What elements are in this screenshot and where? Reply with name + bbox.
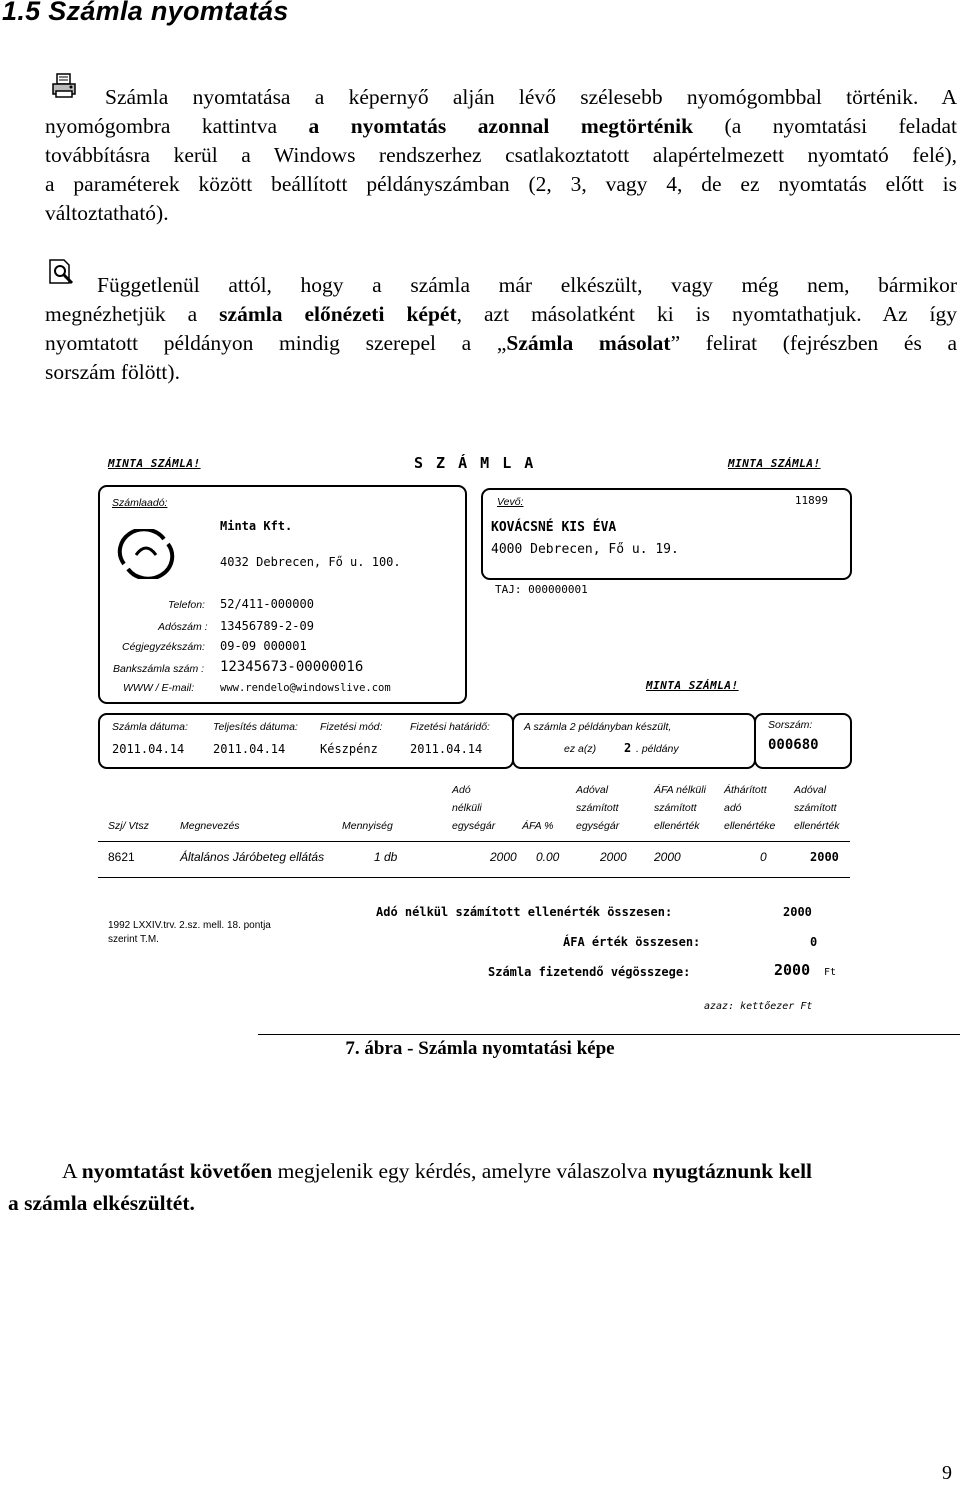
text: (a nyomtatási feladat bbox=[693, 114, 957, 138]
para1-line2 bbox=[45, 112, 957, 141]
para1-line1: Számla nyomtatása a képernyő alján lévő szélesebb nyomógombbal történik. A bbox=[105, 85, 957, 109]
table-cell: 1 db bbox=[374, 850, 398, 864]
column-header: ÁFA nélküli számított ellenérték bbox=[654, 784, 706, 832]
table-cell: 2000 bbox=[600, 850, 627, 864]
copies-a: ez a(z) bbox=[564, 743, 597, 755]
column-header: Adóval számított ellenérték bbox=[794, 784, 840, 832]
total-in-words: azaz: kettőezer Ft bbox=[704, 1001, 813, 1012]
column-header: Megnevezés bbox=[180, 820, 240, 832]
due-date-value: 2011.04.14 bbox=[410, 742, 483, 756]
vat-total-label: ÁFA érték összesen: bbox=[563, 935, 701, 949]
seller-name: Minta Kft. bbox=[220, 519, 293, 533]
copies-text: A számla 2 példányban készült, bbox=[524, 721, 672, 733]
copies-number: 2 bbox=[624, 741, 632, 755]
serial-box bbox=[754, 713, 852, 769]
row-divider bbox=[98, 877, 850, 878]
table-cell: 2000 bbox=[810, 850, 839, 864]
tax-label: Adószám : bbox=[158, 621, 208, 633]
seller-box bbox=[98, 485, 467, 704]
sample-mark-left: MINTA SZÁMLA! bbox=[108, 457, 201, 470]
buyer-name: KOVÁCSNÉ KIS ÉVA bbox=[491, 520, 617, 535]
para2-line1: Függetlenül attól, hogy a számla már elkészült, vagy még nem, bármikor bbox=[97, 273, 957, 297]
bank-value: 12345673-00000016 bbox=[220, 659, 364, 675]
law-reference: 1992 LXXIV.trv. 2.sz. mell. 18. pontja szerint T.M. bbox=[108, 920, 271, 945]
net-total-value: 2000 bbox=[783, 905, 812, 919]
paragraph-print bbox=[45, 83, 957, 228]
copies-box bbox=[512, 713, 756, 769]
text: megjelenik egy kérdés, amelyre válaszolva bbox=[272, 1159, 653, 1183]
bank-label: Bankszámla szám : bbox=[113, 663, 205, 675]
seller-address: 4032 Debrecen, Fő u. 100. bbox=[220, 555, 401, 569]
company-logo-icon bbox=[114, 529, 178, 579]
column-header: Adó nélküli egységár bbox=[452, 784, 496, 832]
phone-value: 52/411-000000 bbox=[220, 597, 314, 611]
web-value: www.rendelo@windowslive.com bbox=[220, 682, 391, 694]
page-number: 9 bbox=[942, 1462, 952, 1484]
para2-line2 bbox=[45, 300, 957, 329]
bold-text: Számla másolat bbox=[506, 331, 671, 355]
para1-line3: továbbításra kerül a Windows rendszerhez csatlakoztatott alapértelmezett nyomtató felé), bbox=[45, 143, 957, 167]
figure-caption: 7. ábra - Számla nyomtatási képe bbox=[345, 1038, 615, 1059]
table-cell: Általános Járóbeteg ellátás bbox=[180, 850, 325, 864]
text: nyomógombra kattintva bbox=[45, 114, 309, 138]
buyer-code: 11899 bbox=[794, 494, 828, 507]
reg-label: Cégjegyzékszám: bbox=[122, 641, 205, 653]
bold-text: számla előnézeti képét bbox=[219, 302, 457, 326]
caption-rule bbox=[258, 1034, 960, 1035]
header-divider bbox=[98, 841, 850, 842]
payment-method-value: Készpénz bbox=[320, 742, 378, 756]
due-date-label: Fizetési határidő: bbox=[410, 721, 490, 733]
bold-text: nyugtáznunk kell bbox=[652, 1159, 813, 1183]
serial-number: 000680 bbox=[768, 737, 819, 753]
tax-value: 13456789-2-09 bbox=[220, 619, 314, 633]
sample-mark-middle: MINTA SZÁMLA! bbox=[646, 679, 739, 692]
buyer-box bbox=[481, 488, 852, 580]
table-cell: 8621 bbox=[108, 850, 135, 864]
net-total-label: Adó nélkül számított ellenérték összesen: bbox=[376, 905, 673, 919]
column-header: Szj/ Vtsz bbox=[108, 820, 149, 832]
reg-value: 09-09 000001 bbox=[220, 639, 307, 653]
date-value: 2011.04.14 bbox=[112, 742, 185, 756]
fulfilment-value: 2011.04.14 bbox=[213, 742, 286, 756]
para3-line1 bbox=[8, 1155, 948, 1187]
paragraph-after-print bbox=[8, 1155, 948, 1219]
para2-line3 bbox=[45, 329, 957, 358]
text: nyomtatott példányon mindig szerepel a „ bbox=[45, 331, 507, 355]
vat-total-value: 0 bbox=[810, 935, 818, 949]
paragraph-preview bbox=[45, 271, 957, 387]
buyer-label: Vevő: bbox=[497, 496, 524, 508]
bold-text: nyomtatást követően bbox=[81, 1159, 273, 1183]
web-label: WWW / E-mail: bbox=[123, 682, 195, 694]
grand-total-value: 2000 bbox=[774, 961, 811, 979]
para1-line5: változtatható). bbox=[45, 201, 169, 225]
date-label: Számla dátuma: bbox=[112, 721, 188, 733]
text: ” felirat (fejrészben és a bbox=[670, 331, 957, 355]
column-header: Áthárított adó ellenértéke bbox=[724, 784, 776, 832]
text: , azt másolatként ki is nyomtathatjuk. Az így bbox=[456, 302, 958, 326]
dates-box bbox=[98, 713, 514, 769]
table-cell: 2000 bbox=[654, 850, 681, 864]
section-title: 1.5 Számla nyomtatás bbox=[2, 0, 289, 26]
copies-b: . példány bbox=[636, 743, 679, 755]
invoice-title: S Z Á M L A bbox=[414, 454, 536, 472]
para1-line4: a paraméterek között beállított példányszámban (2, 3, vagy 4, de ez nyomtatás előtt is bbox=[45, 172, 957, 196]
text: A bbox=[62, 1159, 82, 1183]
para3-line2: a számla elkészültét. bbox=[8, 1191, 195, 1215]
phone-label: Telefon: bbox=[168, 599, 205, 611]
payment-method-label: Fizetési mód: bbox=[320, 721, 383, 733]
grand-total-unit: Ft bbox=[824, 967, 837, 978]
bold-text: a nyomtatás azonnal megtörténik bbox=[308, 114, 694, 138]
buyer-address: 4000 Debrecen, Fő u. 19. bbox=[491, 542, 679, 557]
grand-total-label: Számla fizetendő végösszege: bbox=[488, 965, 691, 979]
text: megnézhetjük a bbox=[45, 302, 220, 326]
sample-mark-right: MINTA SZÁMLA! bbox=[728, 457, 821, 470]
table-cell: 0 bbox=[760, 850, 767, 864]
fulfilment-label: Teljesítés dátuma: bbox=[213, 721, 298, 733]
buyer-taj: TAJ: 000000001 bbox=[495, 583, 588, 596]
seller-label: Számlaadó: bbox=[112, 497, 168, 509]
serial-label: Sorszám: bbox=[768, 719, 813, 731]
column-header: Mennyiség bbox=[342, 820, 393, 832]
table-cell: 2000 bbox=[490, 850, 517, 864]
invoice-preview bbox=[98, 445, 858, 1025]
para2-line4: sorszám fölött). bbox=[45, 360, 180, 384]
column-header: Adóval számított egységár bbox=[576, 784, 620, 832]
table-cell: 0.00 bbox=[536, 850, 560, 864]
column-header: ÁFA % bbox=[522, 820, 554, 832]
